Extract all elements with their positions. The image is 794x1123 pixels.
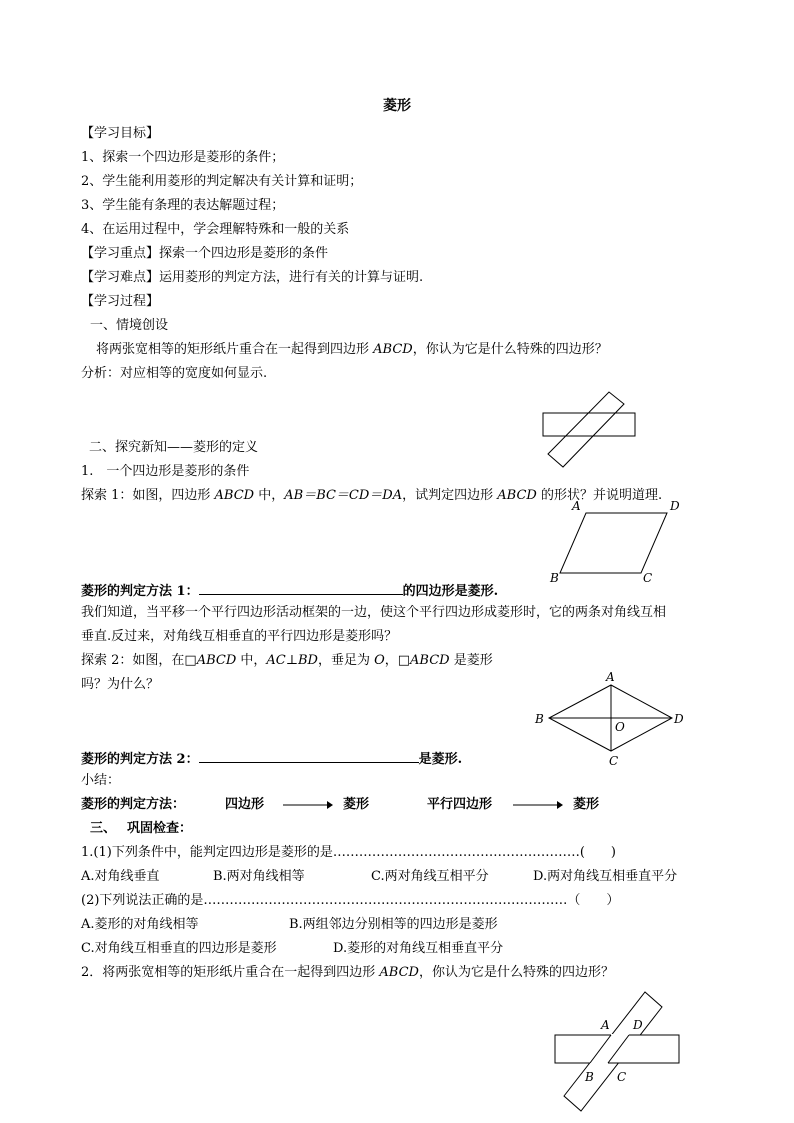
goal-item: 4、在运用过程中，学会理解特殊和一般的关系 [81, 222, 350, 237]
explore2-line2: 吗？为什么？ [81, 677, 160, 692]
goal-item: 1、探索一个四边形是菱形的条件； [81, 150, 285, 165]
flow-rhombus: 菱形 [573, 797, 600, 812]
option[interactable]: D.菱形的对角线互相垂直平分 [333, 941, 504, 956]
summary-label: 小结： [81, 773, 121, 788]
explore2-part: 是菱形 [449, 653, 493, 668]
goal-item: 2、学生能利用菱形的判定解决有关计算和证明； [81, 174, 363, 189]
quad-name: ABCD [379, 965, 419, 980]
method2-label: 菱形的判定方法 2： [81, 752, 199, 767]
explore1-part: ，试判定四边形 [402, 488, 498, 503]
foot-point: O [374, 653, 385, 668]
section2-heading: 二、探究新知——菱形的定义 [89, 440, 259, 455]
difficulty-label: 【学习难点】 [81, 270, 160, 285]
explore1-part: 探索 1：如图，四边形 [81, 488, 215, 503]
section3-heading: 三、 巩固检查： [90, 821, 193, 836]
quad-name: ABCD [214, 488, 255, 503]
question2-stem: (2)下列说法正确的是…………………………………………………………………………（ ） [81, 893, 620, 908]
explore1-part: 的形状？并说明道理. [536, 488, 663, 503]
point-label: C [643, 571, 653, 585]
flow-quadrilateral: 四边形 [225, 797, 265, 812]
method2-suffix: 是菱形. [418, 752, 463, 767]
point-label: B [585, 1070, 594, 1084]
flow-parallelogram: 平行四边形 [427, 797, 493, 812]
point-label: D [670, 499, 680, 513]
point-label: O [615, 720, 625, 734]
point-label: D [633, 1018, 643, 1032]
difficulty-text: 运用菱形的判定方法，进行有关的计算与证明. [159, 270, 424, 285]
method1-label: 菱形的判定方法 1： [81, 584, 199, 599]
point-label: C [609, 754, 619, 768]
perpendicular-statement: AC⊥BD [266, 653, 318, 668]
process-heading: 【学习过程】 [81, 294, 160, 309]
option[interactable]: C.两对角线互相平分 [371, 869, 489, 884]
paragraph-line: 我们知道，当平移一个平行四边形活动框架的一边，使这个平行四边形成菱形时，它的两条对角线互相 [81, 605, 667, 620]
key-point-label: 【学习重点】 [81, 246, 160, 261]
explore2-part: 中， [236, 653, 267, 668]
quad-name: ABCD [497, 488, 537, 503]
key-point-text: 探索一个四边形是菱形的条件 [159, 246, 329, 261]
option[interactable]: A.对角线垂直 [81, 869, 160, 884]
question-text: 将两张宽相等的矩形纸片重合在一起得到四边形 [96, 342, 374, 357]
parallelogram-name: □ABCD [397, 653, 450, 668]
parallelogram-name: □ABCD [184, 653, 237, 668]
explore2-part: ，垂足为 [317, 653, 375, 668]
side-equation: AB＝BC＝CD＝DA [284, 488, 403, 503]
method1-suffix: 的四边形是菱形. [402, 584, 499, 599]
point-label: B [550, 571, 559, 585]
summary-method-label: 菱形的判定方法： [81, 797, 186, 812]
point-label: A [601, 1018, 610, 1032]
section1-heading: 一、情境创设 [90, 318, 169, 333]
point-label: A [572, 499, 581, 513]
section2-sub1: 1. 一个四边形是菱形的条件 [81, 464, 250, 479]
question-text: ，你认为它是什么特殊的四边形？ [412, 342, 608, 357]
question1-stem: 1.(1)下列条件中，能判定四边形是菱形的是…………………………………………………( ) [81, 845, 616, 860]
point-label: A [606, 670, 615, 684]
option[interactable]: B.两组邻边分别相等的四边形是菱形 [289, 917, 498, 932]
point-label: C [617, 1070, 627, 1084]
goal-item: 3、学生能有条理的表达解题过程； [81, 198, 285, 213]
page-title: 菱形 [383, 98, 411, 114]
explore2-part: 探索 2：如图，在 [81, 653, 185, 668]
goals-heading: 【学习目标】 [81, 126, 160, 141]
option[interactable]: B.两对角线相等 [213, 869, 305, 884]
question-text: 2．将两张宽相等的矩形纸片重合在一起得到四边形 [81, 965, 380, 980]
option[interactable]: D.两对角线互相垂直平分 [533, 869, 678, 884]
option[interactable]: C.对角线互相垂直的四边形是菱形 [81, 941, 277, 956]
question-text: ，你认为它是什么特殊的四边形？ [418, 965, 614, 980]
explore2-part: ， [384, 653, 398, 668]
quad-name: ABCD [373, 342, 413, 357]
flow-rhombus: 菱形 [343, 797, 370, 812]
point-label: B [535, 712, 544, 726]
section1-analysis: 分析：对应相等的宽度如何显示. [81, 366, 268, 381]
explore1-part: 中， [254, 488, 285, 503]
point-label: D [674, 712, 684, 726]
paragraph-line: 垂直.反过来，对角线互相垂直的平行四边形是菱形吗？ [81, 629, 398, 644]
option[interactable]: A.菱形的对角线相等 [81, 917, 199, 932]
